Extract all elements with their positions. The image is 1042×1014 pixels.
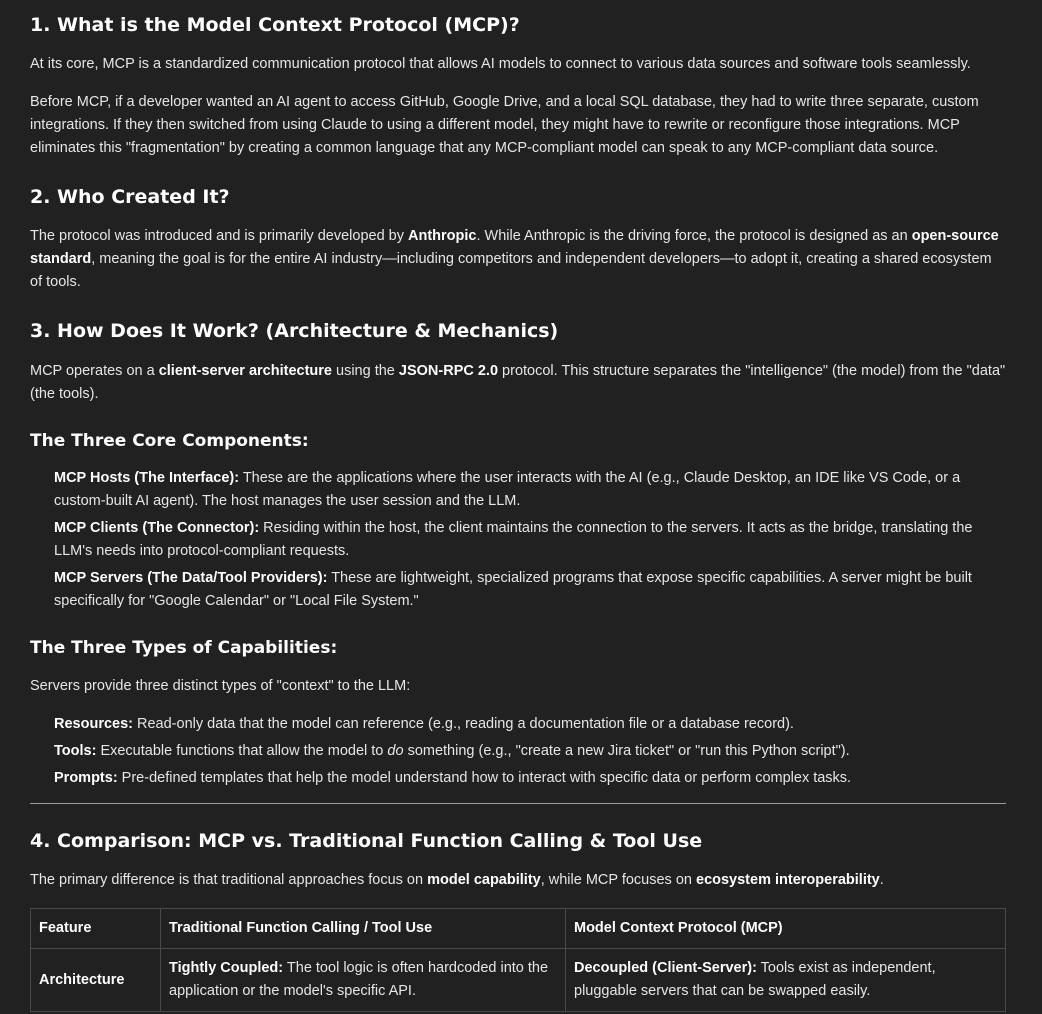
- divider: [30, 803, 1006, 804]
- comparison-table: [30, 908, 1006, 1012]
- section-3-heading: 3. How Does It Work? (Architecture & Mechanics): [30, 320, 559, 342]
- header-mcp: Model Context Protocol (MCP): [566, 909, 1006, 949]
- capabilities-heading: The Three Types of Capabilities:: [30, 638, 338, 658]
- capabilities-list: [30, 713, 1006, 790]
- components-list: [30, 467, 1006, 613]
- list-item: Tools: Executable functions that allow the model to do something (e.g., "create a new Jira ticket" or "run this Python script").: [54, 743, 850, 759]
- list-item: Prompts: Pre-defined templates that help the model understand how to interact with specific data or perform complex tasks.: [54, 770, 852, 786]
- list-item: MCP Clients (The Connector): Residing within the host, the client maintains the connection to the servers. It acts as the bridge, translating the LLM's needs into protocol-compliant requests.: [54, 520, 973, 559]
- section-1-heading: 1. What is the Model Context Protocol (MCP)?: [30, 14, 520, 36]
- section-3-paragraph: MCP operates on a client-server architecture using the JSON-RPC 2.0 protocol. This structure separates the "intelligence" (the model) from the "data" (the tools).: [30, 363, 1006, 402]
- section-1-paragraph: Before MCP, if a developer wanted an AI agent to access GitHub, Google Drive, and a local SQL database, they had to write three separate, custom integrations. If they then switched from using Claude to using a different model, they might have to rewrite or reconfigure those integrations. MCP eliminates this "fragmentation" by creating a common language that any MCP-compliant model can speak to any MCP-compliant data source.: [30, 94, 979, 156]
- cell-feature: Architecture: [31, 949, 161, 1012]
- section-4-heading: 4. Comparison: MCP vs. Traditional Function Calling & Tool Use: [30, 830, 703, 852]
- capabilities-intro: Servers provide three distinct types of "context" to the LLM:: [30, 678, 411, 694]
- cell-traditional: Tightly Coupled: The tool logic is often hardcoded into the application or the model's specific API.: [161, 949, 566, 1012]
- table-header-row: [31, 909, 1006, 949]
- list-item: Resources: Read-only data that the model can reference (e.g., reading a documentation file or a database record).: [54, 716, 794, 732]
- section-1-intro: At its core, MCP is a standardized communication protocol that allows AI models to connect to various data sources and software tools seamlessly.: [30, 56, 971, 72]
- section-4-paragraph: The primary difference is that traditional approaches focus on model capability, while MCP focuses on ecosystem interoperability.: [30, 872, 884, 888]
- list-item: MCP Hosts (The Interface): These are the applications where the user interacts with the AI (e.g., Claude Desktop, an IDE like VS Code, or a custom-built AI agent). The host manages the user session and the LLM.: [54, 470, 961, 509]
- list-item: MCP Servers (The Data/Tool Providers): These are lightweight, specialized programs that expose specific capabilities. A server might be built specifically for "Google Calendar" or "Local File System.": [54, 570, 972, 609]
- components-heading: The Three Core Components:: [30, 431, 309, 451]
- section-2-paragraph: The protocol was introduced and is primarily developed by Anthropic. While Anthropic is the driving force, the protocol is designed as an open-source standard, meaning the goal is for the entire AI industry—including competitors and independent developers—to adopt it, creating a shared ecosystem of tools.: [30, 228, 999, 290]
- header-feature: Feature: [31, 909, 161, 949]
- cell-mcp: Decoupled (Client-Server): Tools exist as independent, pluggable servers that can be swapped easily.: [566, 949, 1006, 1012]
- header-traditional: Traditional Function Calling / Tool Use: [161, 909, 566, 949]
- section-2-heading: 2. Who Created It?: [30, 186, 230, 208]
- table-row: [31, 949, 1006, 1012]
